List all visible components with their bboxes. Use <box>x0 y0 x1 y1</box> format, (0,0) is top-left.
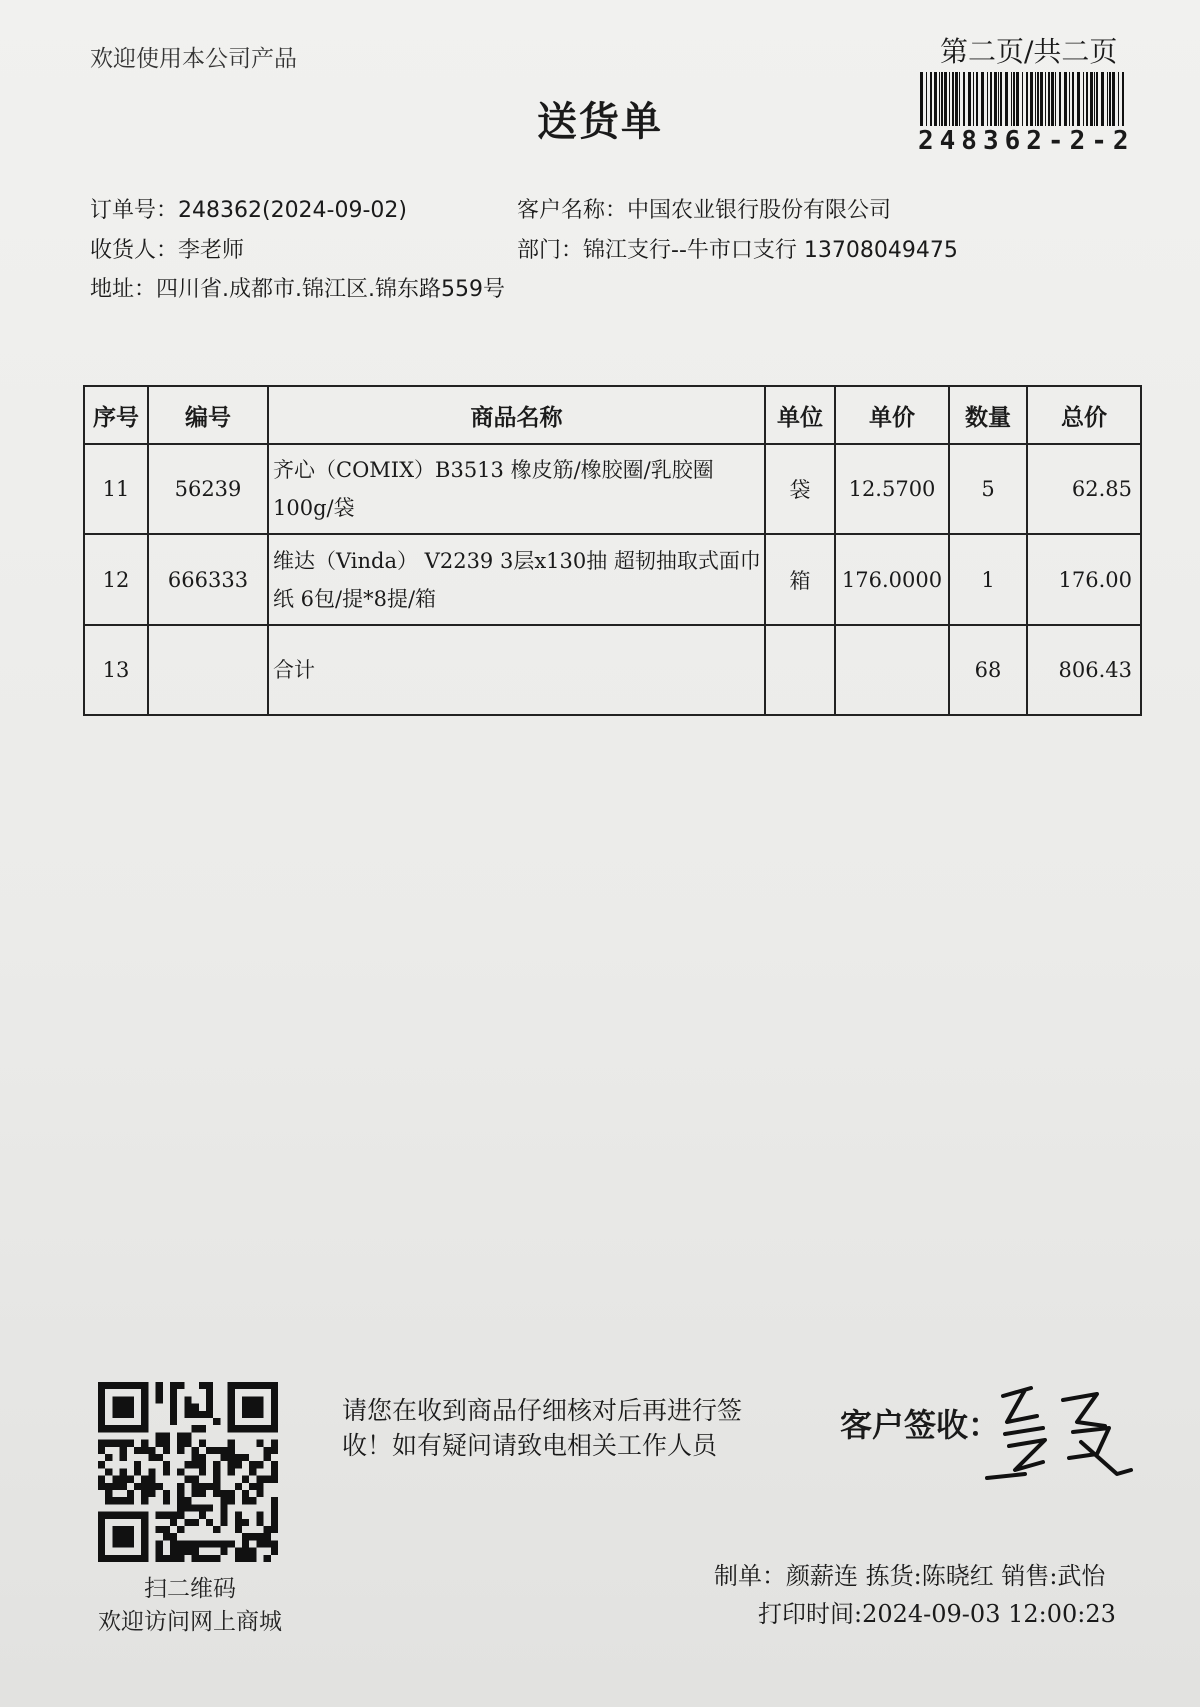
cell-unit-price: 12.5700 <box>835 444 949 534</box>
page-number: 第二页/共二页 <box>940 35 1118 68</box>
cell-quantity: 1 <box>949 534 1027 625</box>
cell-code: 666333 <box>148 534 268 625</box>
header-seq: 序号 <box>84 386 148 444</box>
table-row <box>84 534 1141 625</box>
header-unit: 单位 <box>765 386 835 444</box>
cell-code: 56239 <box>148 444 268 534</box>
items-table <box>83 385 1142 716</box>
receipt-notice: 请您在收到商品仔细核对后再进行签收！如有疑问请致电相关工作人员 <box>342 1396 743 1460</box>
header-code: 编号 <box>148 386 268 444</box>
table-header-row <box>84 386 1141 444</box>
qr-caption-visit: 欢迎访问网上商城 <box>98 1609 282 1635</box>
cell-unit <box>765 625 835 715</box>
cell-total: 806.43 <box>1027 625 1141 715</box>
cell-unit: 箱 <box>765 534 835 625</box>
qr-caption-scan: 扫二维码 <box>144 1576 236 1602</box>
order-number: 订单号：248362(2024-09-02) <box>90 198 408 223</box>
barcode-number: 248362-2-2 <box>918 126 1135 156</box>
cell-seq: 12 <box>84 534 148 625</box>
table-row-total <box>84 625 1141 715</box>
cell-code <box>148 625 268 715</box>
cell-seq: 11 <box>84 444 148 534</box>
cell-seq: 13 <box>84 625 148 715</box>
address: 地址：四川省.成都市.锦江区.锦东路559号 <box>90 277 505 302</box>
cell-total: 176.00 <box>1027 534 1141 625</box>
cell-product-name: 维达（Vinda） V2239 3层x130抽 超韧抽取式面巾纸 6包/提*8提/箱 <box>268 534 765 625</box>
department: 部门：锦江支行--牛市口支行 13708049475 <box>517 238 958 263</box>
page-title: 送货单 <box>537 99 663 145</box>
header-unit-price: 单价 <box>835 386 949 444</box>
header-product-name: 商品名称 <box>268 386 765 444</box>
cell-quantity: 68 <box>949 625 1027 715</box>
qr-code-icon[interactable] <box>98 1382 278 1562</box>
header-total: 总价 <box>1027 386 1141 444</box>
receiver: 收货人：李老师 <box>90 238 245 263</box>
cell-unit: 袋 <box>765 444 835 534</box>
header-quantity: 数量 <box>949 386 1027 444</box>
barcode-image <box>918 72 1130 126</box>
staff-info: 制单：颜薪连 拣货:陈晓红 销售:武怡 <box>714 1562 1106 1590</box>
cell-unit-price: 176.0000 <box>835 534 949 625</box>
table-row <box>84 444 1141 534</box>
cell-product-name: 合计 <box>268 625 765 715</box>
cell-unit-price <box>835 625 949 715</box>
welcome-text: 欢迎使用本公司产品 <box>90 46 297 72</box>
cell-product-name: 齐心（COMIX）B3513 橡皮筋/橡胶圈/乳胶圈100g/袋 <box>268 444 765 534</box>
cell-total: 62.85 <box>1027 444 1141 534</box>
print-time: 打印时间:2024-09-03 12:00:23 <box>758 1600 1116 1628</box>
customer-name: 客户名称：中国农业银行股份有限公司 <box>517 198 892 223</box>
handwritten-signature <box>985 1382 1135 1492</box>
cell-quantity: 5 <box>949 444 1027 534</box>
customer-signature-label: 客户签收： <box>840 1406 1001 1444</box>
